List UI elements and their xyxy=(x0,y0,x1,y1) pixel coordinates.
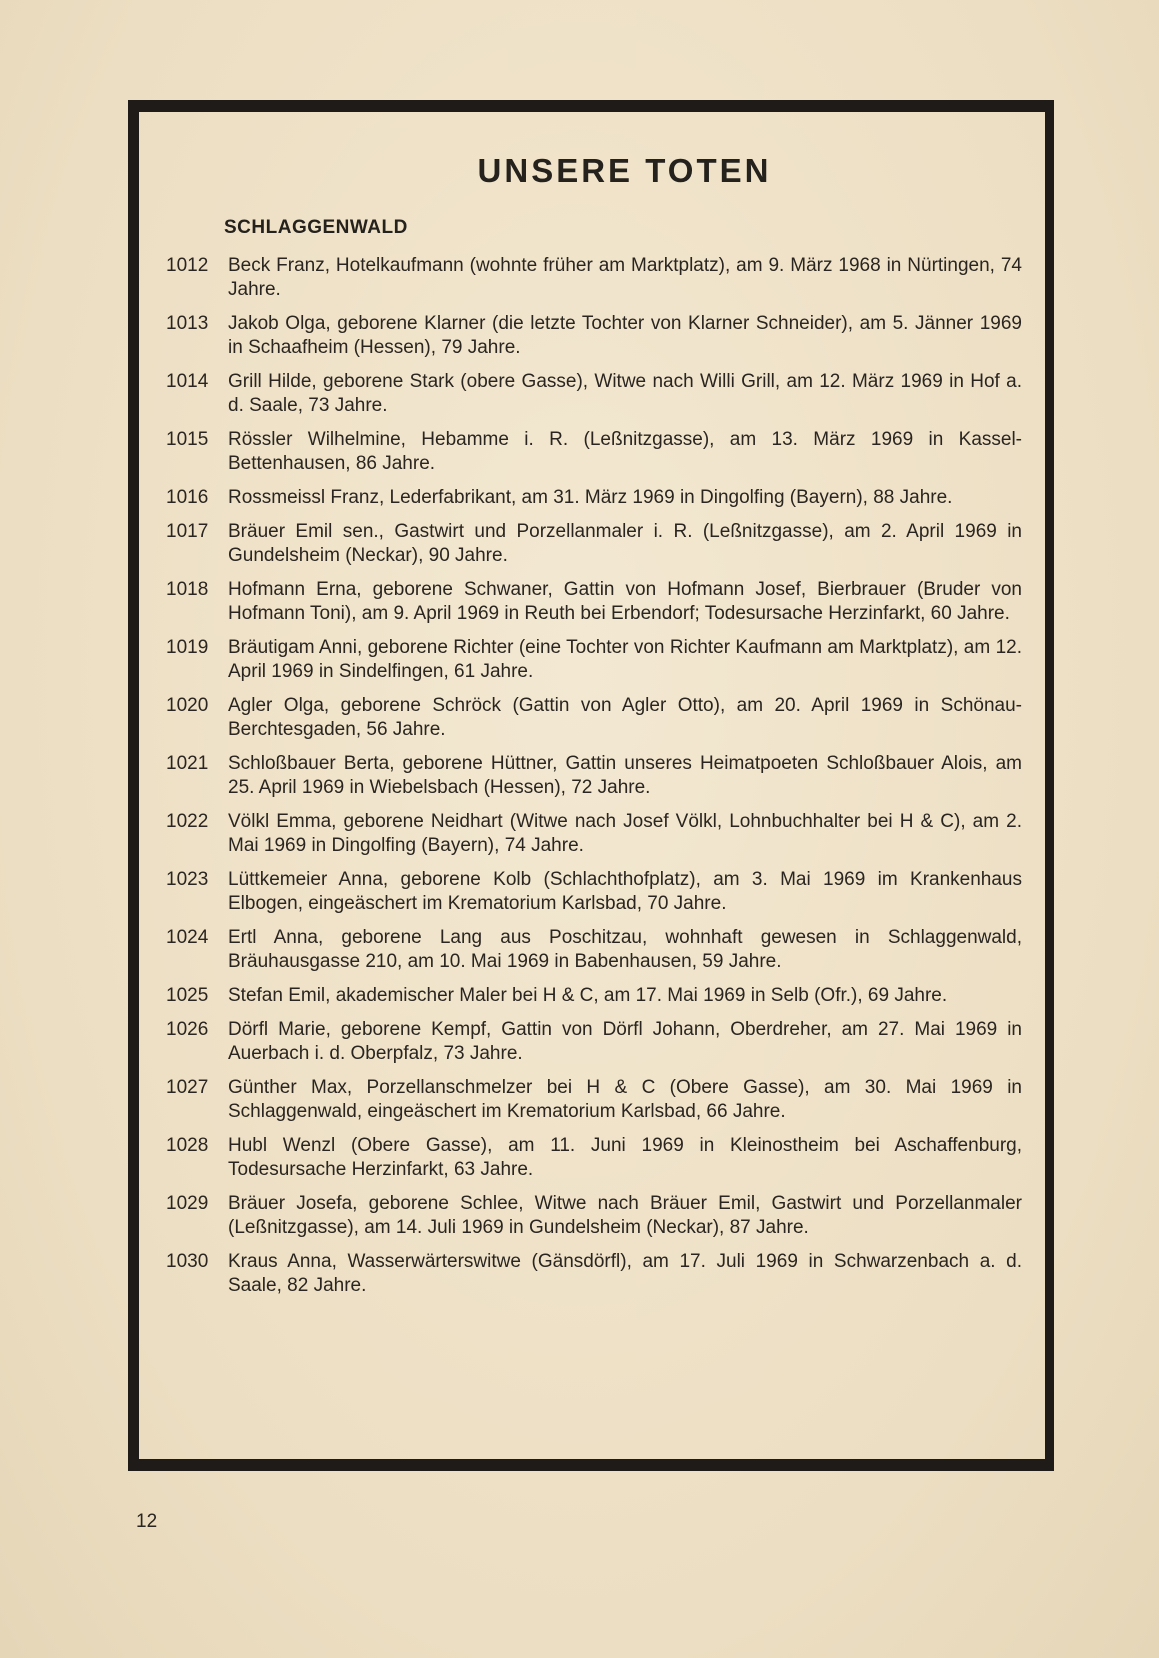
list-item xyxy=(166,1018,1022,1066)
entry-number: 1023 xyxy=(166,869,209,890)
list-item xyxy=(166,868,1022,916)
list-item xyxy=(166,1076,1022,1124)
entry-text: Beck Franz, Hotelkaufmann (wohnte früher am Marktplatz), am 9. März 1968 in Nürtingen, 74 Jahre. xyxy=(228,255,1022,300)
list-item xyxy=(166,926,1022,974)
entry-text: Rössler Wilhelmine, Hebamme i. R. (Leßnitzgasse), am 13. März 1969 in Kassel-Bettenhausen, 86 Jahre. xyxy=(228,429,1022,474)
entry-text: Bräuer Josefa, geborene Schlee, Witwe nach Bräuer Emil, Gastwirt und Porzellanmaler (Leßnitzgasse), am 14. Juli 1969 in Gundelsheim (Neckar), 87 Jahre. xyxy=(228,1193,1022,1238)
entry-number: 1012 xyxy=(166,255,209,276)
list-item xyxy=(166,752,1022,800)
list-item xyxy=(166,370,1022,418)
entry-number: 1017 xyxy=(166,521,209,542)
entry-text: Hofmann Erna, geborene Schwaner, Gattin von Hofmann Josef, Bierbrauer (Bruder von Hofmann Toni), am 9. April 1969 in Reuth bei Erbendorf; Todesursache Herzinfarkt, 60 Jahre. xyxy=(228,579,1022,624)
list-item xyxy=(166,636,1022,684)
entry-number: 1025 xyxy=(166,985,209,1006)
entry-number: 1019 xyxy=(166,637,209,658)
entry-text: Hubl Wenzl (Obere Gasse), am 11. Juni 1969 in Kleinostheim bei Aschaffenburg, Todesursache Herzinfarkt, 63 Jahre. xyxy=(228,1135,1022,1180)
obituary-list xyxy=(166,254,1022,1308)
entry-number: 1028 xyxy=(166,1135,209,1156)
list-item xyxy=(166,1192,1022,1240)
entry-text: Dörfl Marie, geborene Kempf, Gattin von Dörfl Johann, Oberdreher, am 27. Mai 1969 in Auerbach i. d. Oberpfalz, 73 Jahre. xyxy=(228,1019,1022,1064)
list-item xyxy=(166,694,1022,742)
entry-text: Kraus Anna, Wasserwärterswitwe (Gänsdörfl), am 17. Juli 1969 in Schwarzenbach a. d. Saale, 82 Jahre. xyxy=(228,1251,1022,1296)
list-item xyxy=(166,254,1022,302)
entry-text: Rossmeissl Franz, Lederfabrikant, am 31. März 1969 in Dingolfing (Bayern), 88 Jahre. xyxy=(228,487,953,508)
entry-number: 1015 xyxy=(166,429,209,450)
list-item xyxy=(166,810,1022,858)
entry-number: 1021 xyxy=(166,753,209,774)
entry-number: 1020 xyxy=(166,695,209,716)
entry-text: Völkl Emma, geborene Neidhart (Witwe nach Josef Völkl, Lohnbuchhalter bei H & C), am 2. Mai 1969 in Dingolfing (Bayern), 74 Jahre. xyxy=(228,811,1022,856)
entry-text: Stefan Emil, akademischer Maler bei H & C, am 17. Mai 1969 in Selb (Ofr.), 69 Jahre. xyxy=(228,985,948,1006)
entry-number: 1022 xyxy=(166,811,209,832)
entry-number: 1016 xyxy=(166,487,209,508)
entry-number: 1029 xyxy=(166,1193,209,1214)
entry-text: Ertl Anna, geborene Lang aus Poschitzau, wohnhaft gewesen in Schlaggenwald, Bräuhausgasse 210, am 10. Mai 1969 in Babenhausen, 59 Jahre. xyxy=(228,927,1022,972)
entry-number: 1013 xyxy=(166,313,209,334)
list-item xyxy=(166,984,1022,1008)
entry-text: Agler Olga, geborene Schröck (Gattin von Agler Otto), am 20. April 1969 in Schönau-Berchtesgaden, 56 Jahre. xyxy=(228,695,1022,740)
list-item xyxy=(166,1134,1022,1182)
entry-number: 1024 xyxy=(166,927,209,948)
list-item xyxy=(166,428,1022,476)
list-item xyxy=(166,486,1022,510)
entry-number: 1014 xyxy=(166,371,209,392)
entry-text: Bräutigam Anni, geborene Richter (eine Tochter von Richter Kaufmann am Marktplatz), am 12. April 1969 in Sindelfingen, 61 Jahre. xyxy=(228,637,1022,682)
frame-bottom-rule xyxy=(128,1462,1054,1465)
entry-text: Jakob Olga, geborene Klarner (die letzte Tochter von Klarner Schneider), am 5. Jänner 1969 in Schaafheim (Hessen), 79 Jahre. xyxy=(228,313,1022,358)
list-item xyxy=(166,578,1022,626)
entry-number: 1030 xyxy=(166,1251,209,1272)
list-item xyxy=(166,1250,1022,1298)
page-title: UNSERE TOTEN xyxy=(477,152,772,189)
page-number: 12 xyxy=(136,1511,158,1532)
entry-text: Grill Hilde, geborene Stark (obere Gasse), Witwe nach Willi Grill, am 12. März 1969 in Hof a. d. Saale, 73 Jahre. xyxy=(228,371,1022,416)
entry-text: Lüttkemeier Anna, geborene Kolb (Schlachthofplatz), am 3. Mai 1969 im Krankenhaus Elbogen, eingeäschert im Krematorium Karlsbad, 70 Jahre. xyxy=(228,869,1022,914)
entry-text: Schloßbauer Berta, geborene Hüttner, Gattin unseres Heimatpoeten Schloßbauer Alois, am 25. April 1969 in Wiebelsbach (Hessen), 72 Jahre. xyxy=(228,753,1022,798)
entry-text: Bräuer Emil sen., Gastwirt und Porzellanmaler i. R. (Leßnitzgasse), am 2. April 1969 in Gundelsheim (Neckar), 90 Jahre. xyxy=(228,521,1022,566)
list-item xyxy=(166,520,1022,568)
entry-text: Günther Max, Porzellanschmelzer bei H & C (Obere Gasse), am 30. Mai 1969 in Schlaggenwald, eingeäschert im Krematorium Karlsbad, 66 Jahre. xyxy=(228,1077,1022,1122)
entry-number: 1027 xyxy=(166,1077,209,1098)
list-item xyxy=(166,312,1022,360)
entry-number: 1018 xyxy=(166,579,209,600)
section-heading: SCHLAGGENWALD xyxy=(224,217,408,238)
entry-number: 1026 xyxy=(166,1019,209,1040)
